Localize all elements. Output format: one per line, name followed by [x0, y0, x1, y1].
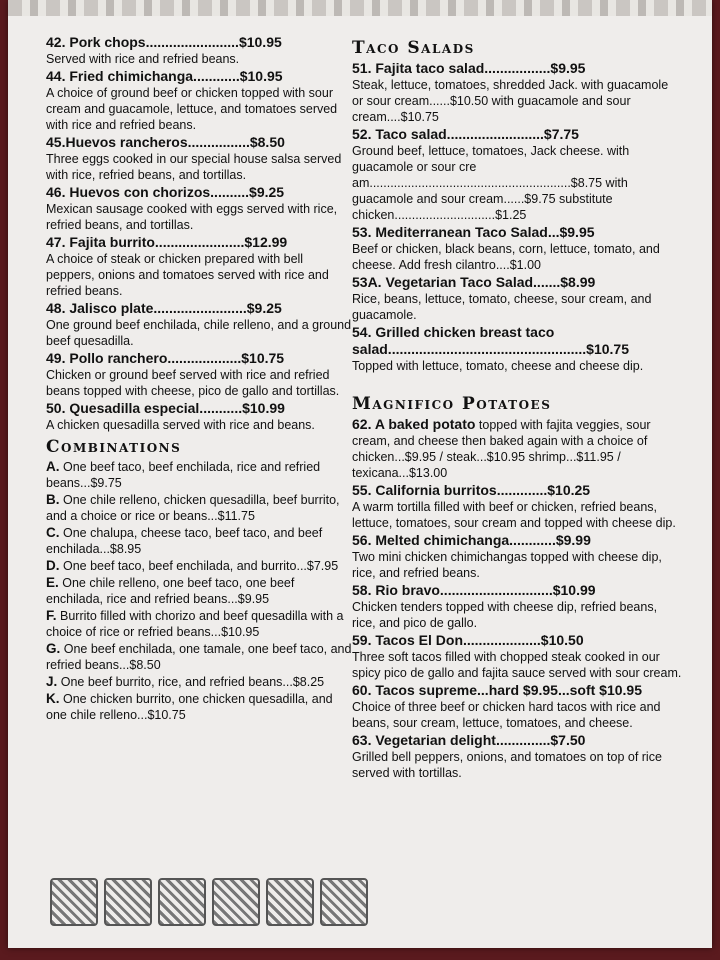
combo-item: K. One chicken burrito, one chicken quesadilla, and one chile relleno...$10.75	[46, 691, 333, 722]
menu-item: 58. Rio bravo.............................$10.99 Chicken tenders topped with cheese dip, refried beans, rice, and pico de gallo.	[352, 582, 658, 630]
menu-item: 49. Pollo ranchero...................$10.75 Chicken or ground beef served with rice and refried beans topped with cheese, pico de gallo and tortillas.	[46, 350, 340, 398]
combo-item: C. One chalupa, cheese taco, beef taco, and beef enchilada...$8.95	[46, 525, 323, 556]
menu-item: 42. Pork chops........................$10.95 Served with rice and refried beans.	[46, 34, 282, 66]
combo-item: J. One beef burrito, rice, and refried beans...$8.25	[46, 674, 325, 689]
menu-item: 53. Mediterranean Taco Salad...$9.95 Beef or chicken, black beans, corn, lettuce, tomato, and cheese. Add fresh cilantro....$1.00	[352, 224, 660, 272]
menu-item: 45.Huevos rancheros................$8.50 Three eggs cooked in our special house salsa served with rice, refried beans, and tortillas.	[46, 134, 342, 182]
combo-item: D. One beef taco, beef enchilada, and burrito...$7.95	[46, 558, 339, 573]
section-title-taco-salads: Taco Salads	[352, 38, 475, 58]
menu-item: 56. Melted chimichanga............$9.99 Two mini chicken chimichangas topped with cheese dip, rice, and refried beans.	[352, 532, 662, 580]
menu-item: 54. Grilled chicken breast taco salad...................................................$10.75 Topped with lettuce, tomato, cheese and cheese dip.	[352, 324, 644, 373]
menu-item: 62. A baked potato topped with fajita veggies, sour cream, and cheese then baked again with a choice of chicken...$9.95 / steak...$10.95 shrimp...$11.95 / texicana...$13.00	[352, 416, 651, 480]
section-title-combinations: Combinations	[46, 437, 182, 457]
menu-item: 48. Jalisco plate........................$9.25 One ground beef enchilada, chile relleno, and a ground beef quesadilla.	[46, 300, 352, 348]
menu-item: 46. Huevos con chorizos..........$9.25 Mexican sausage cooked with eggs served with rice, refried beans, and tortillas.	[46, 184, 338, 232]
combo-item: E. One chile relleno, one beef taco, one beef enchilada, rice and refried beans...$9.95	[46, 575, 295, 606]
menu-item: 63. Vegetarian delight..............$7.50 Grilled bell peppers, onions, and tomatoes on top of rice served with tortillas.	[352, 732, 662, 780]
menu-item: 47. Fajita burrito.......................$12.99 A choice of steak or chicken prepared with bell peppers, onions and tomatoes served with rice and refried beans.	[46, 234, 329, 298]
right-column	[352, 34, 682, 782]
combo-item: A. One beef taco, beef enchilada, rice and refried beans...$9.75	[46, 459, 321, 490]
combo-item: F. Burrito filled with chorizo and beef quesadilla with a choice of rice or refried beans...$10.95	[46, 608, 344, 639]
menu-item: 59. Tacos El Don....................$10.50 Three soft tacos filled with chopped steak cooked in our spicy pico de gallo and fajita sauce served with sour cream.	[352, 632, 682, 680]
combo-item: B. One chile relleno, chicken quesadilla, beef burrito, and a choice or rice or beans...$11.75	[46, 492, 340, 523]
menu-item: 44. Fried chimichanga............$10.95 A choice of ground beef or chicken topped with sour cream and guacamole, lettuce, and tomatoes served with rice and refried beans.	[46, 68, 338, 132]
section-title-potatoes: Magnifico Potatoes	[352, 394, 552, 414]
left-column	[46, 34, 354, 724]
decorative-border	[8, 0, 712, 16]
menu-item: 51. Fajita taco salad.................$9.95 Steak, lettuce, tomatoes, shredded Jack. with guacamole or sour cream......$10.50 with guacamole and sour cream....$10.75	[352, 60, 669, 124]
menu-item: 50. Quesadilla especial...........$10.99 A chicken quesadilla served with rice and beans.	[46, 400, 315, 432]
aztec-pattern-icon	[50, 878, 340, 926]
menu-item: 55. California burritos.............$10.25 A warm tortilla filled with beef or chicken, refried beans, lettuce, tomatoes, sour cream and topped with cheese dip.	[352, 482, 676, 530]
menu-page	[8, 0, 712, 948]
menu-item: 53A. Vegetarian Taco Salad.......$8.99 Rice, beans, lettuce, tomato, cheese, sour cream, and guacamole.	[352, 274, 652, 322]
menu-item: 60. Tacos supreme...hard $9.95...soft $10.95 Choice of three beef or chicken hard tacos with rice and beans, sour cream, lettuce, tomatoes, and cheese.	[352, 682, 661, 730]
menu-item: 52. Taco salad.........................$7.75 Ground beef, lettuce, tomatoes, Jack cheese. with guacamole or sour cre am..........................................................$8.75 with guacamole and sour cream......$9.75 substitute chicken.............................$1.25	[352, 126, 630, 222]
combo-item: G. One beef enchilada, one tamale, one beef taco, and refried beans...$8.50	[46, 641, 352, 672]
